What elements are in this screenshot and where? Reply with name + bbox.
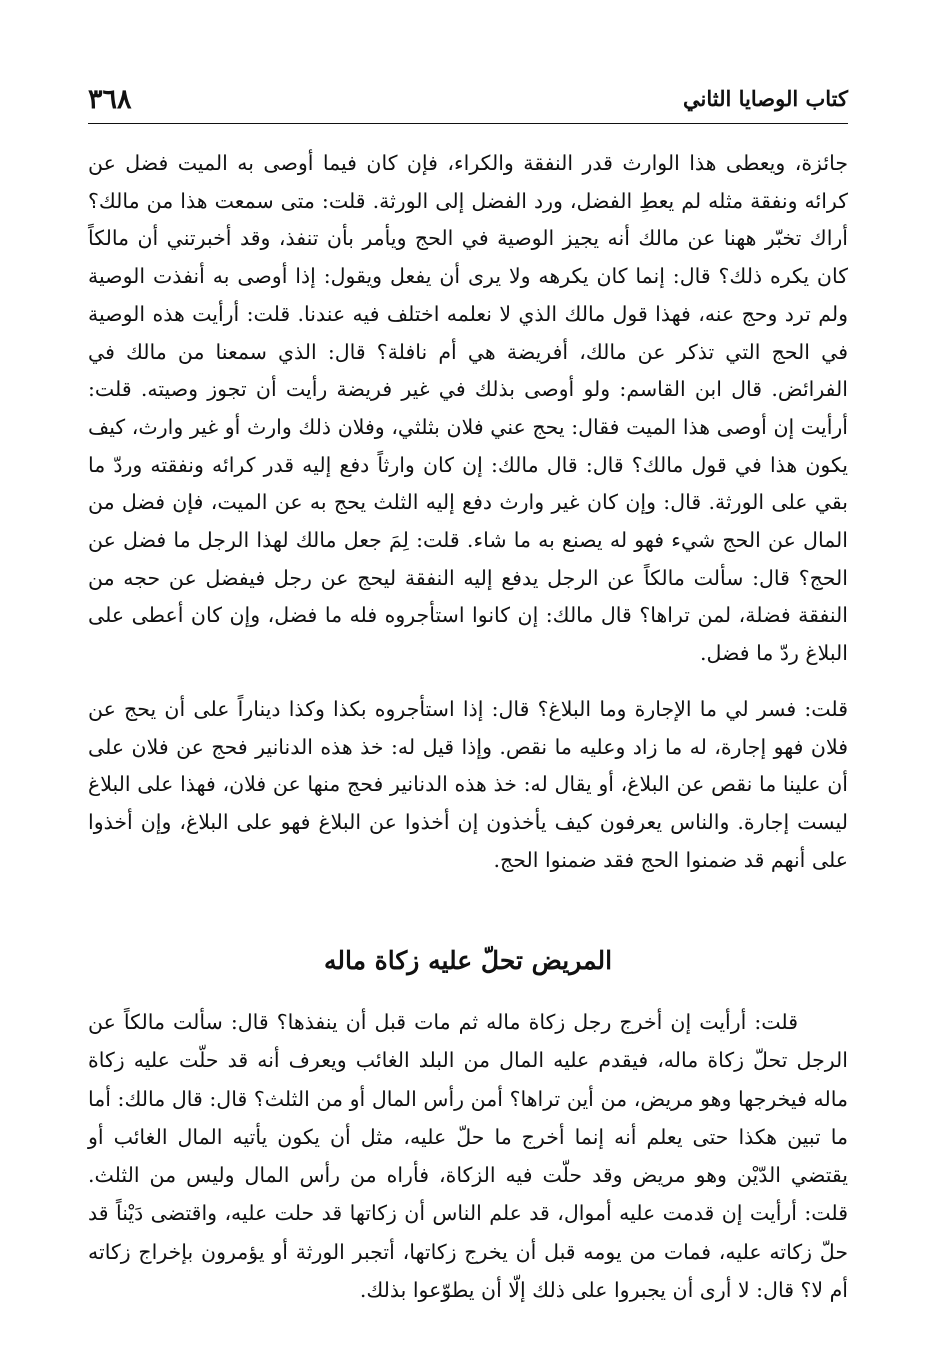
page-number: ٣٦٨: [88, 84, 132, 115]
body-paragraph: قلت: فسر لي ما الإجارة وما البلاغ؟ قال: إذا استأجروه بكذا وكذا ديناراً على أن يحج عن فلان فهو إجارة، له ما زاد وعليه ما نقص. وإذا قيل له: خذ هذه الدنانير فحج عن فلان على أن علينا ما نقص عن البلاغ، أو يقال له: خذ هذه الدنانير فحج منها عن فلان، فهذا على البلاغ ليست إجارة. والناس يعرفون كيف يأخذون إن أخذوا عن البلاغ فهو على البلاغ، وإن أخذوا على أنهم قد ضمنوا الحج فقد ضمنوا الحج.: [88, 697, 848, 872]
running-title: كتاب الوصايا الثاني: [683, 86, 848, 111]
section-heading: المريض تحلّ عليه زكاة ماله: [323, 946, 613, 975]
header-divider: [88, 123, 848, 124]
page-header: [88, 78, 848, 118]
body-paragraph: جائزة، ويعطى هذا الوارث قدر النفقة والكراء، فإن كان فيما أوصى به الميت فضل عن كرائه ونفقة مثله لم يعطِ الفضل، ورد الفضل إلى الورثة. قلت: متى سمعت هذا من مالك؟ أراك تخبّر ههنا عن مالك أنه يجيز الوصية في الحج ويأمر بأن تنفذ، وقد أخبرتني أن مالكاً كان يكره ذلك؟ قال: إنما كان يكرهه ولا يرى أن يفعل ويقول: إذا أوصى به أنفذت الوصية ولم ترد وحج عنه، فهذا قول مالك الذي لا نعلمه اختلف فيه عندنا. قلت: أرأيت هذه الوصية في الحج التي تذكر عن مالك، أفريضة هي أم نافلة؟ قال: الذي سمعنا من مالك في الفرائض. قال ابن القاسم: ولو أوصى بذلك في غير فريضة رأيت أن تجوز وصيته. قلت: أرأيت إن أوصى هذا الميت فقال: يحج عني فلان بثلثي، وفلان ذلك وارث أو غير وارث، كيف يكون هذا في قول مالك؟ قال: قال مالك: إن كان وارثاً دفع إليه قدر كرائه ونفقته وردّ ما بقي على الورثة. قال: وإن كان غير وارث دفع إليه الثلث يحج به عن الميت، فإن فضل من المال عن الحج شيء فهو له يصنع به ما شاء. قلت: لِمَ جعل مالك لهذا الرجل ما فضل عن الحج؟ قال: سألت مالكاً عن الرجل يدفع إليه النفقة ليحج عن رجل فيفضل عن حجه من النفقة فضلة، لمن تراها؟ قال مالك: إن كانوا استأجروه فله ما فضل، وإن كان أعطى على البلاغ ردّ ما فضل.: [88, 151, 848, 666]
section-paragraph: قلت: أرأيت إن أخرج رجل زكاة ماله ثم مات قبل أن ينفذها؟ قال: سألت مالكاً عن الرجل تحلّ زكاة ماله، فيقدم عليه المال من البلد الغائب ويعرف أنه قد حلّت عليه زكاة ماله فيخرجها وهو مريض، من أين تراها؟ أمن رأس المال أو من الثلث؟ قال: قال مالك: أما ما تبين هكذا حتى يعلم أنه إنما أخرج ما حلّ عليه، مثل أن يكون يأتيه المال الغائب أو يقتضي الدّيْن وهو مريض وقد حلّت فيه الزكاة، فأراه من رأس المال وليس من الثلث. قلت: أرأيت إن قدمت عليه أموال، قد علم الناس أن زكاتها قد حلت عليه، واقتضى دَيْناً قد حلّ زكاته عليه، فمات من يومه قبل أن يخرج زكاتها، أتجبر الورثة أو يؤمرون بإخراج زكاته أم لا؟ قال: لا أرى أن يجبروا على ذلك إلّا أن يطوّعوا بذلك.: [88, 1010, 848, 1303]
